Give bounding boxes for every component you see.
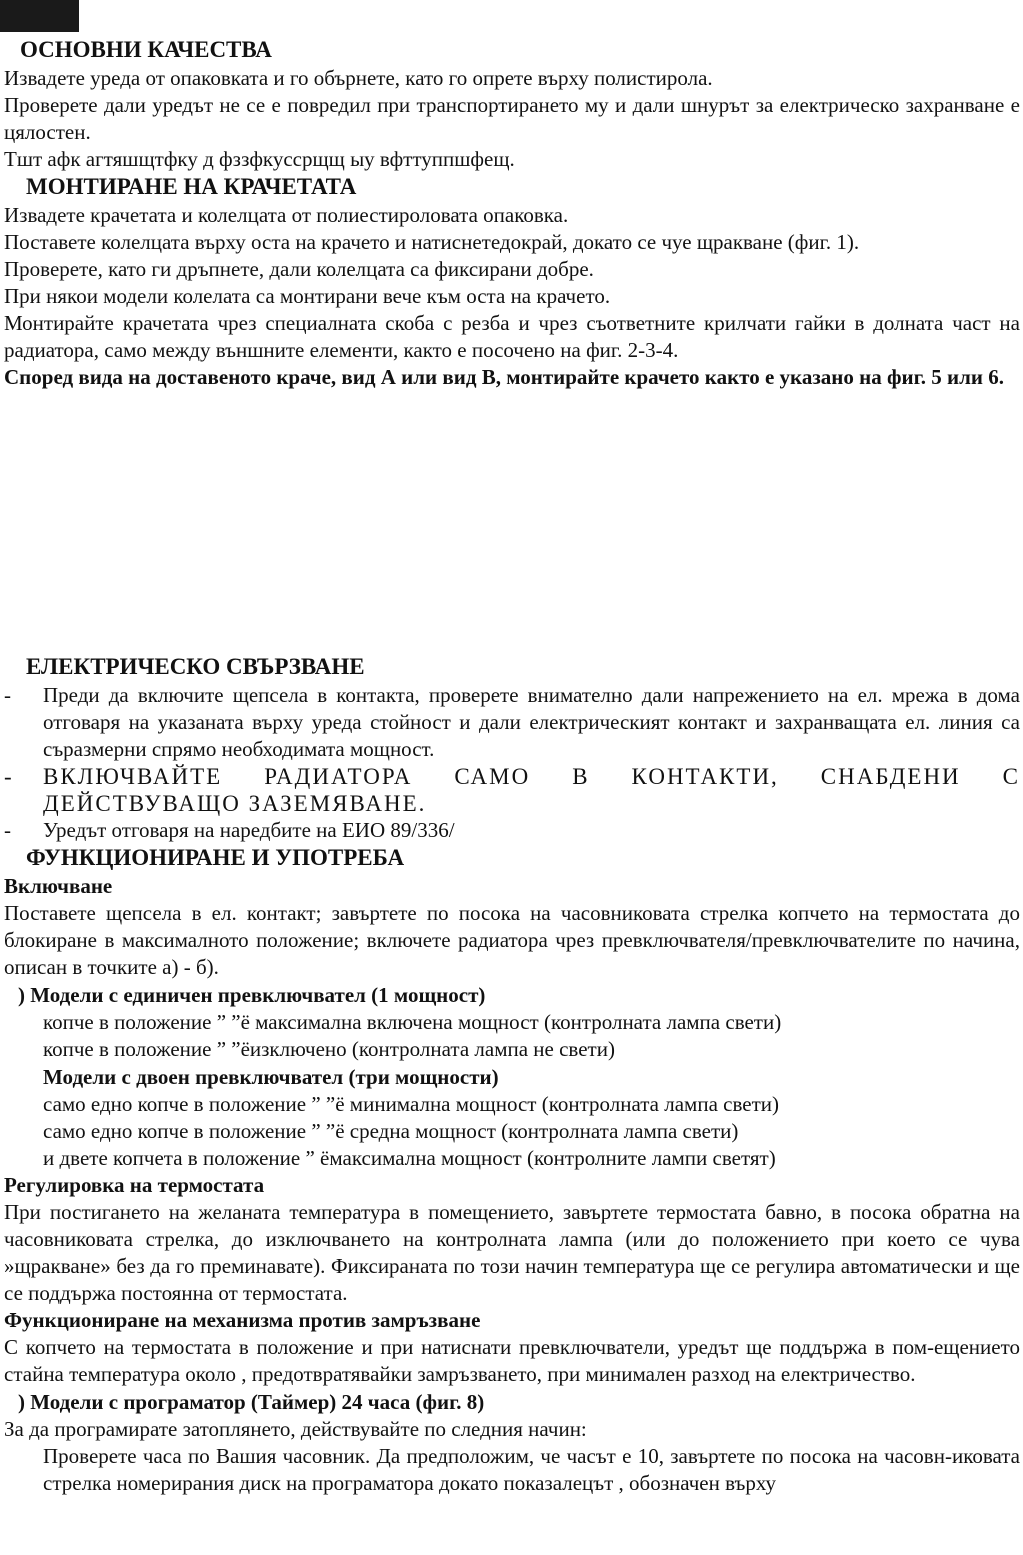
subheading-timer-models: ) Модели с програматор (Таймер) 24 часа (фиг. 8) [18,1390,485,1414]
subheading-double-switch: Модели с двоен превключвател (три мощности) [43,1065,499,1089]
paragraph: Поставете щепсела в ел. контакт; завъртете по посока на часовниковата стрелка копчето на термостата до блокиране в максималното положение; включете радиатора чрез превключвателя/превключвателите по начина, описан в точките а) - б). [4,901,1020,979]
paragraph: Проверете дали уредът не се е повредил при транспортирането му и дали шнурът за електрическо захранване е цялостен. [4,93,1020,144]
bullet-dash: - [4,764,14,789]
paragraph: За да програмирате затоплянето, действувайте по следния начин: [4,1417,587,1441]
bullet-text: Преди да включите щепсела в контакта, проверете внимателно дали напрежението на ел. мрежа в дома отговаря на указаната върху уреда стойност и дали електрическият контакт и захранващата ел. линия са съразмерни спрямо необходимата мощност. [43,683,1020,761]
list-item: копче в положение ” ”ёизключено (контролната лампа не свети) [43,1037,615,1061]
paragraph-indented: Проверете часа по Вашия часовник. Да предположим, че часът е 10, завъртете по посока на часовн-иковата стрелка номерирания диск на програматора докато показалецът , обозначен върху [43,1444,1020,1495]
paragraph: Извадете уреда от опаковката и го обърнете, като го опрете върху полистирола. [4,66,713,90]
paragraph: Монтирайте крачетата чрез специалната скоба с резба и чрез съответните крилчати гайки в долната част на радиатора, само между външните елементи, както е посочено на фиг. 2-3-4. [4,311,1020,362]
list-item: само едно копче в положение ” ”ё минимална мощност (контролната лампа свети) [43,1092,779,1116]
paragraph: Проверете, като ги дръпнете, дали колелцата са фиксирани добре. [4,257,594,281]
list-item: и двете копчета в положение ” ёмаксимална мощност (контролните лампи светят) [43,1146,776,1170]
heading-basic-features: ОСНОВНИ КАЧЕСТВА [20,37,272,62]
heading-feet-mounting: МОНТИРАНЕ НА КРАЧЕТАТА [26,174,357,199]
bullet-item [4,817,1020,844]
subheading-antifreeze: Функциониране на механизма против замръзване [4,1308,481,1332]
subheading-thermostat: Регулировка на термостата [4,1173,265,1197]
bullet-text: Уредът отговаря на наредбите на ЕИО 89/336/ [43,818,455,842]
document-page [4,36,1020,1497]
bullet-item [4,682,1020,763]
heading-electrical-connection: ЕЛЕКТРИЧЕСКО СВЪРЗВАНЕ [26,654,365,679]
paragraph: При някои модели колелата са монтирани вече към оста на крачето. [4,284,611,308]
paragraph: Тшт афк агтяшщтфку д фззфкуссрщщ ыу вфттуппшфещ. [4,147,515,171]
list-item: само едно копче в положение ” ”ё средна мощност (контролната лампа свети) [43,1119,739,1143]
bullet-dash: - [4,818,11,842]
bullet-dash: - [4,683,11,707]
heading-operation-use: ФУНКЦИОНИРАНЕ И УПОТРЕБА [26,845,405,870]
bullet-text: ВКЛЮЧВАЙТЕ РАДИАТОРА САМО В КОНТАКТИ, СНАБДЕНИ С ДЕЙСТВУВАЩО ЗАЗЕМЯВАНЕ. [43,764,1020,816]
bullet-item [4,763,1020,817]
bold-paragraph: Според вида на доставеното краче, вид А или вид В, монтирайте крачето както е указано на фиг. 5 или 6. [4,365,1004,389]
subheading-single-switch: ) Модели с единичен превключвател (1 мощност) [18,983,486,1007]
paragraph: Поставете колелцата върху оста на крачето и натиснетедокрай, докато се чуе щракване (фиг. 1). [4,230,860,254]
subheading-switching-on: Включване [4,874,113,898]
page-corner-tab [0,0,79,32]
paragraph: При постигането на желаната температура в помещението, завъртете термостата бавно, в посока обратна на часовниковата стрелка, до изключването на контролната лампа (или до положението при което се чува »щракване» без да го преминавате). Фиксираната по този начин температура ще се регулира автоматически и ще се поддържа постоянна от термостата. [4,1200,1020,1305]
list-item: копче в положение ” ”ё максимална включена мощност (контролната лампа свети) [43,1010,782,1034]
figure-space [4,391,1020,653]
paragraph: Извадете крачетата и колелцата от полиестироловата опаковка. [4,203,569,227]
paragraph: С копчето на термостата в положение и при натиснати превключватели, уредът ще поддържа в пом-ещението стайна температура около , предотвратявайки замръзването, при минимален разход на електричество. [4,1335,1020,1386]
